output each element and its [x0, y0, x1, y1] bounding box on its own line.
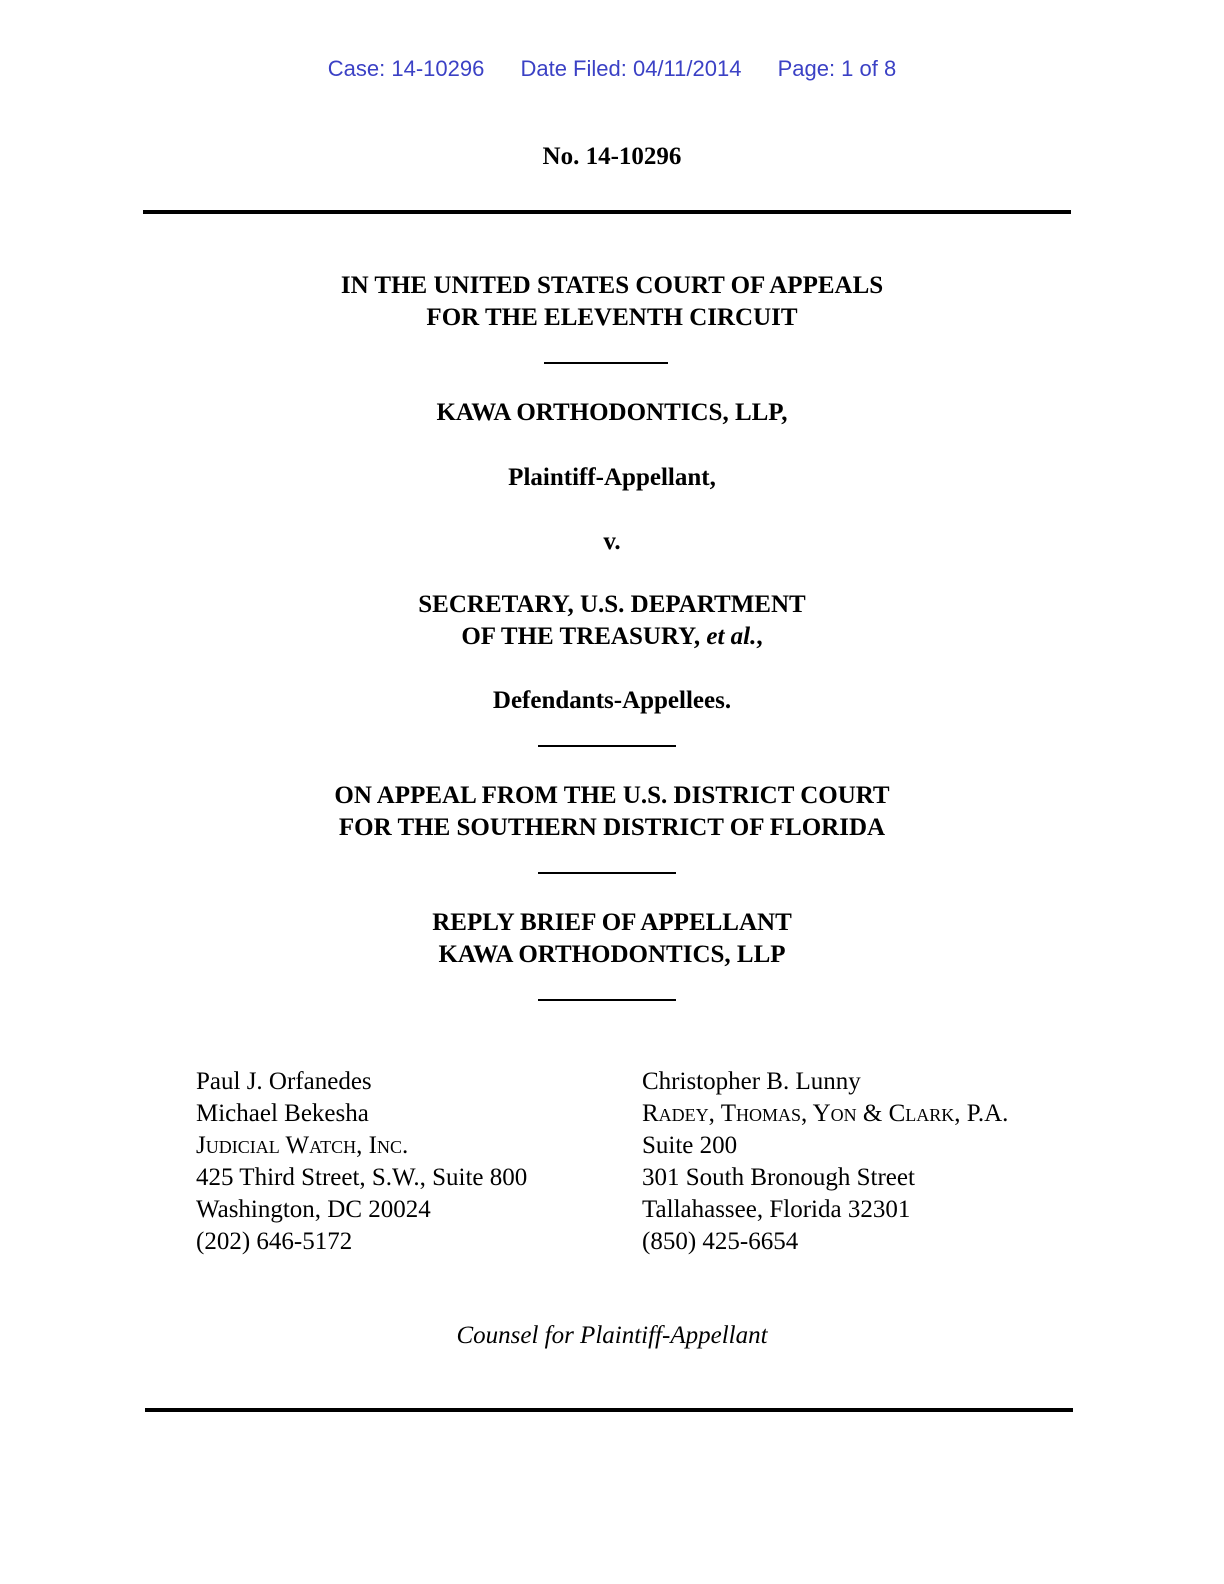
- counsel-left-name-2: Michael Bekesha: [196, 1100, 369, 1127]
- counsel-right: [642, 1066, 1008, 1258]
- page-indicator: Page: 1 of 8: [777, 56, 897, 81]
- defendant-name: [0, 589, 1224, 653]
- counsel-left-address-2: Washington, DC 20024: [196, 1196, 431, 1223]
- appeal-origin: [0, 780, 1224, 844]
- appeal-line-1: ON APPEAL FROM THE U.S. DISTRICT COURT: [334, 782, 890, 809]
- counsel-right-firm: Radey, Thomas, Yon & Clark, P.A.: [642, 1100, 1009, 1127]
- defendant-line-2: OF THE TREASURY, et al.,: [461, 623, 763, 650]
- brief-line-2: KAWA ORTHODONTICS, LLP: [438, 941, 786, 968]
- counsel-right-address-1: Suite 200: [642, 1132, 738, 1159]
- case-number: Case: 14-10296: [327, 56, 485, 81]
- plaintiff-role: Plaintiff-Appellant,: [508, 464, 716, 491]
- counsel-right-address-3: Tallahassee, Florida 32301: [642, 1196, 911, 1223]
- brief-title: [0, 907, 1224, 971]
- top-divider: [143, 210, 1071, 214]
- counsel-for: Counsel for Plaintiff-Appellant: [456, 1322, 768, 1349]
- counsel-left: [196, 1066, 527, 1258]
- counsel-right-phone: (850) 425-6654: [642, 1228, 799, 1255]
- separator-2: [538, 745, 676, 747]
- counsel-left-phone: (202) 646-5172: [196, 1228, 353, 1255]
- counsel-left-firm: Judicial Watch, Inc.: [196, 1132, 409, 1159]
- separator-3: [538, 872, 676, 874]
- court-line-2: FOR THE ELEVENTH CIRCUIT: [426, 304, 798, 331]
- document-number: No. 14-10296: [542, 143, 682, 170]
- defendant-line-1: SECRETARY, U.S. DEPARTMENT: [418, 591, 806, 618]
- et-al: et al.: [706, 623, 757, 650]
- counsel-left-address-1: 425 Third Street, S.W., Suite 800: [196, 1164, 528, 1191]
- separator-4: [538, 999, 676, 1001]
- versus: v.: [603, 528, 621, 555]
- court-name: [0, 270, 1224, 334]
- bottom-divider: [145, 1408, 1073, 1412]
- court-line-1: IN THE UNITED STATES COURT OF APPEALS: [340, 272, 884, 299]
- filing-header: [0, 56, 1224, 82]
- defendant-role: Defendants-Appellees.: [492, 687, 732, 714]
- counsel-right-name-1: Christopher B. Lunny: [642, 1068, 861, 1095]
- plaintiff-name: KAWA ORTHODONTICS, LLP,: [436, 399, 788, 426]
- date-filed: Date Filed: 04/11/2014: [520, 56, 742, 81]
- counsel-left-name-1: Paul J. Orfanedes: [196, 1068, 372, 1095]
- appeal-line-2: FOR THE SOUTHERN DISTRICT OF FLORIDA: [338, 814, 886, 841]
- counsel-right-address-2: 301 South Bronough Street: [642, 1164, 915, 1191]
- separator-1: [544, 362, 668, 364]
- brief-line-1: REPLY BRIEF OF APPELLANT: [432, 909, 792, 936]
